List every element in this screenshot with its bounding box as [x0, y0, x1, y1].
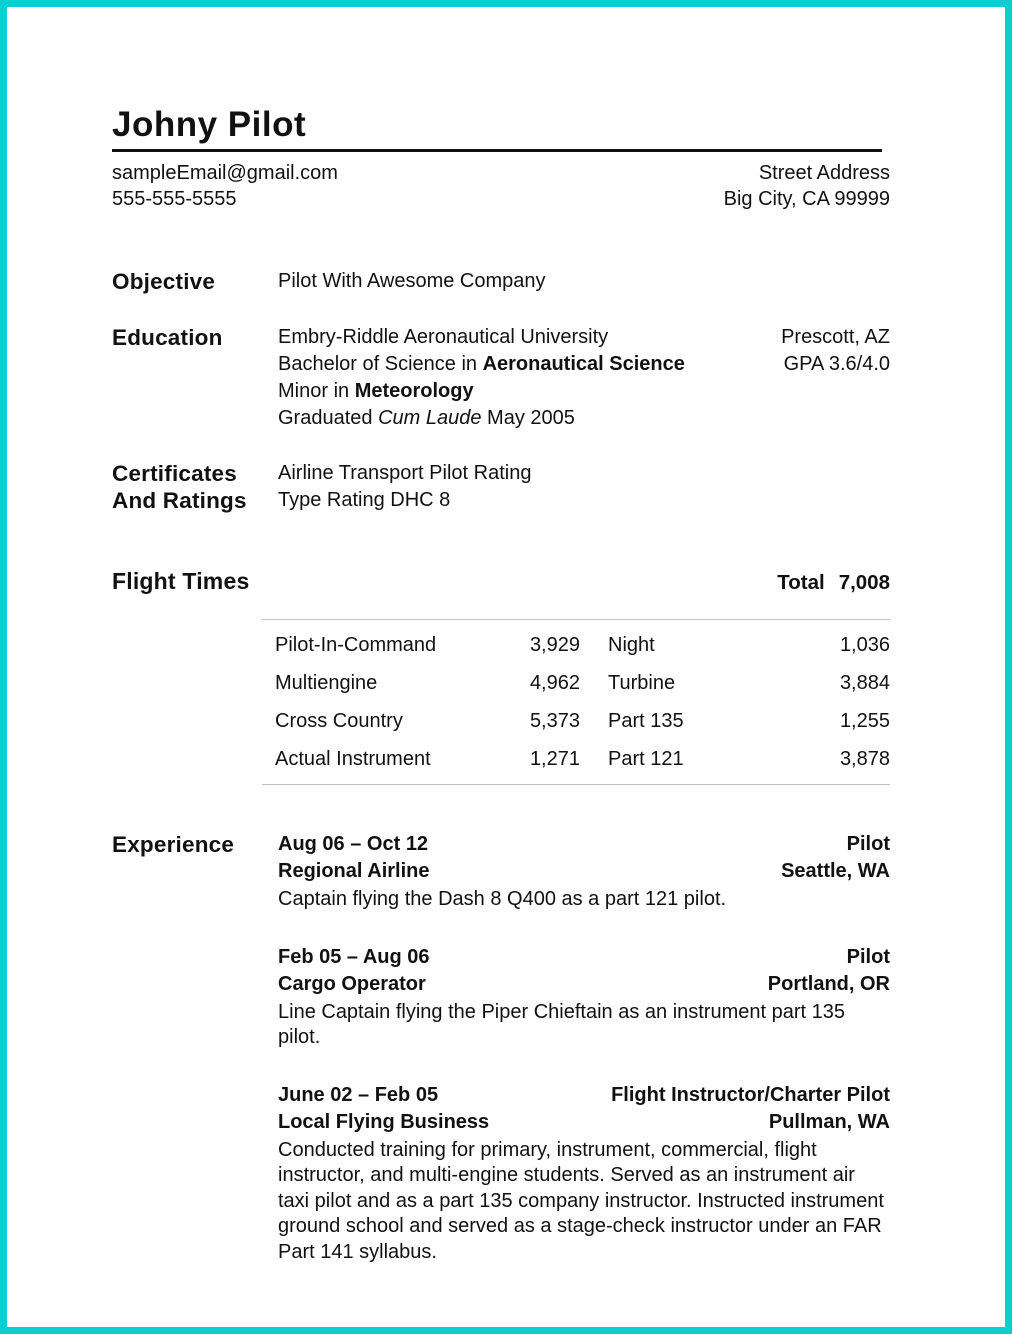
flight-category: Cross Country: [275, 709, 403, 732]
objective-label: Objective: [112, 269, 216, 294]
flight-total-label: Total: [777, 571, 825, 594]
job-location: Seattle, WA: [781, 860, 890, 882]
minor-prefix: Minor in: [278, 380, 355, 402]
flight-category: Actual Instrument: [275, 747, 431, 770]
phone-text: 555-555-5555: [112, 188, 237, 210]
education-label: Education: [112, 325, 223, 350]
job-company: Local Flying Business: [278, 1110, 490, 1133]
flight-hours: 5,373: [529, 709, 580, 732]
education-section: [112, 324, 890, 432]
job-subheader: [278, 1109, 890, 1136]
job-header: [278, 831, 890, 858]
education-school-line: [278, 324, 890, 351]
address-line-2: Big City, CA 99999: [723, 188, 890, 210]
flight-times-section: [112, 568, 890, 785]
objective-text: Pilot With Awesome Company: [278, 270, 546, 292]
flight-times-table: [262, 619, 890, 785]
flight-hours: 1,036: [839, 633, 890, 656]
education-minor-line: [278, 378, 890, 405]
job-entry: [278, 1082, 890, 1266]
contact-right: [724, 160, 890, 212]
flight-total-value: 7,008: [838, 571, 890, 594]
job-title: Flight Instructor/Charter Pilot: [611, 1083, 890, 1106]
flight-hours: 1,271: [529, 747, 580, 770]
job-location: Pullman, WA: [768, 1110, 890, 1133]
certificate-item: Airline Transport Pilot Rating: [278, 462, 532, 484]
certificates-label-line2: And Ratings: [112, 488, 247, 513]
flight-hours: 3,884: [839, 671, 890, 694]
job-subheader: [278, 858, 890, 885]
certificate-item: Type Rating DHC 8: [278, 489, 451, 511]
education-grad-line: [278, 405, 890, 432]
experience-body: [278, 831, 890, 1265]
job-location: Portland, OR: [767, 972, 890, 995]
degree-text: [278, 351, 685, 378]
job-title: Pilot: [846, 945, 890, 968]
flight-hours: 3,878: [839, 747, 890, 770]
job-entry: [278, 944, 890, 1051]
flight-category: Turbine: [608, 671, 676, 694]
job-company: Regional Airline: [278, 860, 430, 882]
minor-subject: Meteorology: [354, 380, 474, 402]
job-header: [278, 1082, 890, 1109]
table-row: [275, 626, 890, 664]
job-dates: June 02 – Feb 05: [278, 1083, 439, 1106]
job-dates: Feb 05 – Aug 06: [278, 945, 430, 968]
flight-times-header: [112, 568, 890, 595]
job-title: Pilot: [846, 833, 890, 855]
degree-major: Aeronautical Science: [482, 353, 685, 375]
email-text: sampleEmail@gmail.com: [112, 162, 338, 184]
flight-times-label: Flight Times: [112, 568, 250, 594]
flight-category: Pilot-In-Command: [275, 633, 437, 656]
address-line-1: Street Address: [758, 162, 890, 184]
table-row: [275, 740, 890, 778]
job-header: [278, 944, 890, 971]
certificates-label: [112, 460, 278, 514]
job-subheader: [278, 971, 890, 998]
grad-honors: Cum Laude: [378, 407, 482, 429]
flight-hours: 3,929: [529, 633, 580, 656]
contact-block: [112, 160, 890, 212]
education-body: [278, 324, 890, 432]
certificates-section: [112, 460, 890, 514]
school-location: Prescott, AZ: [781, 326, 890, 348]
job-company: Cargo Operator: [278, 972, 426, 995]
resume-name-heading: Johny Pilot: [112, 105, 882, 152]
objective-section: [112, 268, 890, 295]
gpa-text: GPA 3.6/4.0: [783, 353, 890, 375]
flight-hours: 1,255: [839, 709, 890, 732]
education-degree-line: [278, 351, 890, 378]
job-description: Conducted training for primary, instrument, commercial, flight instructor, and multi-engine students. Served as an instrument air taxi pilot and as a part 135 company instructor. Instructed instrument ground school and served as a stage-check instructor under an FAR Part 141 syllabus.: [278, 1138, 884, 1263]
experience-label: Experience: [112, 832, 235, 857]
school-name: Embry-Riddle Aeronautical University: [278, 326, 609, 348]
job-entry: [278, 831, 890, 913]
certificates-label-line1: Certificates: [112, 461, 237, 486]
degree-prefix: Bachelor of Science in: [278, 353, 483, 375]
contact-left: [112, 160, 338, 212]
flight-category: Night: [608, 633, 655, 656]
grad-date: May 2005: [481, 407, 575, 429]
job-description: Line Captain flying the Piper Chieftain as an instrument part 135 pilot.: [278, 1000, 846, 1048]
flight-category: Part 121: [608, 747, 684, 770]
certificates-body: [278, 460, 890, 514]
table-row: [275, 664, 890, 702]
experience-section: [112, 831, 890, 1265]
flight-times-total: [777, 571, 890, 595]
grad-prefix: Graduated: [278, 407, 379, 429]
flight-category: Part 135: [608, 709, 684, 732]
flight-category: Multiengine: [275, 671, 378, 694]
flight-hours: 4,962: [529, 671, 580, 694]
job-description: Captain flying the Dash 8 Q400 as a part 121 pilot.: [278, 888, 727, 910]
job-dates: Aug 06 – Oct 12: [278, 833, 429, 855]
table-row: [275, 702, 890, 740]
